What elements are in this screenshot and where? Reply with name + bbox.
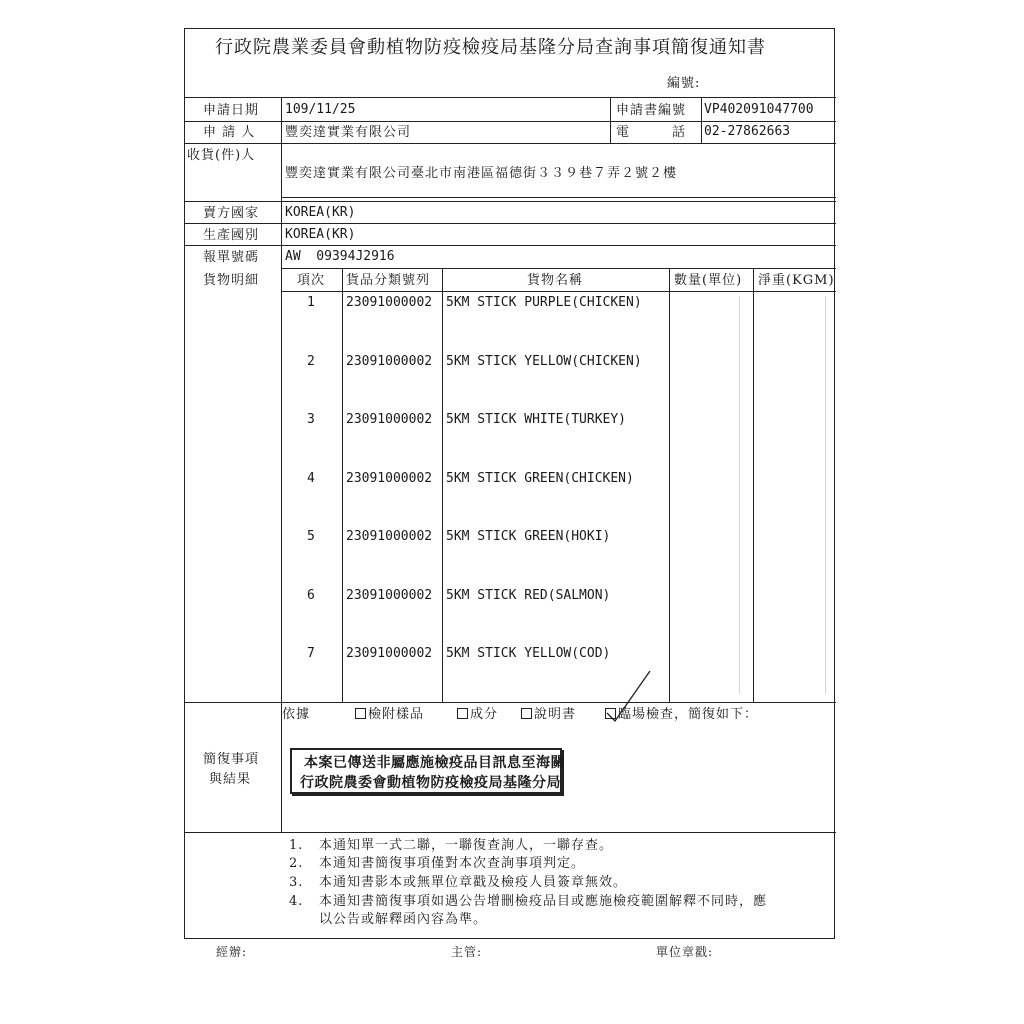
origin-country-value: KOREA(KR) (285, 227, 356, 242)
seller-country-value: KOREA(KR) (285, 205, 356, 220)
goods-item-no: 6 (307, 588, 315, 603)
goods-item-code: 23091000002 (346, 529, 433, 544)
option-ingredient-label: 成分 (470, 707, 499, 722)
phone-value: 02-27862663 (704, 124, 791, 139)
number-label: 編號: (667, 76, 701, 91)
note-num: 2. (289, 856, 304, 871)
phone-label: 電 話 (616, 125, 687, 140)
applicant-label: 申 請 人 (203, 125, 256, 140)
rule-mid-2 (701, 97, 702, 143)
goods-header-weight: 淨重(KGM) (758, 273, 835, 288)
consignee-label: 收貨(件)人 (187, 148, 256, 163)
goods-item-name: 5KM STICK GREEN(HOKI) (446, 529, 611, 544)
document-title: 行政院農業委員會動植物防疫檢疫局基隆分局查詢事項簡復通知書 (215, 37, 766, 58)
goods-item-no: 4 (307, 471, 315, 486)
goods-item-code: 23091000002 (346, 588, 433, 603)
supervisor-label: 主管: (451, 945, 483, 959)
apply-date-label: 申請日期 (203, 103, 260, 118)
rule-goods-col-3 (669, 268, 670, 702)
goods-item-name: 5KM STICK GREEN(CHICKEN) (446, 471, 634, 486)
goods-header-code: 貨品分類號列 (346, 273, 431, 288)
goods-item-name: 5KM STICK PURPLE(CHICKEN) (446, 295, 642, 310)
consignee-value: 豐奕達實業有限公司臺北市南港區福德街３３９巷７弄２號２樓 (285, 166, 678, 181)
scan-smudge (739, 296, 740, 694)
note-text: 本通知單一式二聯，一聯復查詢人，一聯存查。 (319, 838, 614, 853)
form-no-label: 申請書編號 (616, 103, 687, 118)
note-num: 3. (289, 875, 304, 890)
goods-header-qty: 數量(單位) (674, 273, 743, 288)
customs-stamp (290, 748, 565, 794)
declaration-no-value: AW 09394J2916 (285, 249, 395, 264)
rule-header (185, 97, 836, 98)
note-text: 本通知書簡復事項如遇公告增刪檢疫品目或應施檢疫範圍解釋不同時，應 (319, 894, 768, 909)
rule-row-date (185, 121, 836, 122)
note-text: 本通知書簡復事項僅對本次查詢事項判定。 (319, 856, 586, 871)
goods-item-no: 5 (307, 529, 315, 544)
option-manual-label: 說明書 (534, 707, 577, 722)
option-sample-label: 檢附樣品 (368, 707, 425, 722)
goods-item-code: 23091000002 (346, 295, 433, 310)
rule-row-seller (185, 223, 836, 224)
note-num: 1. (289, 838, 304, 853)
note-text: 以公告或解釋函內容為準。 (319, 912, 488, 927)
inquiry-reply-form (184, 28, 835, 939)
scan-smudge (825, 296, 826, 694)
note-num: 4. (289, 894, 304, 909)
goods-item-code: 23091000002 (346, 646, 433, 661)
goods-header-name: 貨物名稱 (527, 273, 584, 288)
goods-section-label: 貨物明細 (203, 273, 260, 288)
rule-row-consignee (185, 201, 836, 202)
rule-goods-col-4 (753, 268, 754, 702)
reply-section-label-2: 與結果 (209, 772, 252, 787)
basis-label: 依據 (282, 707, 311, 722)
goods-item-name: 5KM STICK YELLOW(COD) (446, 646, 611, 661)
apply-date-value: 109/11/25 (285, 102, 356, 117)
goods-item-code: 23091000002 (346, 354, 433, 369)
rule-goods-col-2 (442, 268, 443, 702)
note-text: 本通知書影本或無單位章戳及檢疫人員簽章無效。 (319, 875, 628, 890)
option-onsite-label: 臨場檢查，簡復如下： (618, 707, 759, 722)
goods-item-name: 5KM STICK YELLOW(CHICKEN) (446, 354, 642, 369)
rule-row-consignee-inner (282, 197, 836, 198)
rule-mid-1 (610, 97, 611, 143)
goods-item-no: 7 (307, 646, 315, 661)
unit-seal-label: 單位章戳: (656, 945, 714, 959)
form-no-value: VP402091047700 (704, 102, 814, 117)
origin-country-label: 生產國別 (203, 228, 260, 243)
goods-item-no: 2 (307, 354, 315, 369)
stamp-line-2: 行政院農委會動植物防疫檢疫局基隆分局 (300, 775, 561, 791)
goods-header-no: 項次 (297, 273, 326, 288)
goods-item-code: 23091000002 (346, 412, 433, 427)
stamp-line-1: 本案已傳送非屬應施檢疫品目訊息至海關 (304, 755, 565, 771)
rule-reply-end (185, 832, 836, 833)
goods-item-name: 5KM STICK WHITE(TURKEY) (446, 412, 627, 427)
handler-label: 經辦: (216, 945, 248, 959)
rule-row-applicant (185, 143, 836, 144)
goods-item-code: 23091000002 (346, 471, 433, 486)
applicant-value: 豐奕達實業有限公司 (285, 125, 412, 140)
goods-item-no: 1 (307, 295, 315, 310)
rule-goods-col-1 (342, 268, 343, 702)
seller-country-label: 賣方國家 (203, 206, 260, 221)
reply-area (185, 702, 836, 832)
declaration-no-label: 報單號碼 (203, 250, 260, 265)
goods-item-no: 3 (307, 412, 315, 427)
rule-row-origin (185, 245, 836, 246)
goods-item-name: 5KM STICK RED(SALMON) (446, 588, 611, 603)
reply-section-label-1: 簡復事項 (203, 752, 260, 767)
